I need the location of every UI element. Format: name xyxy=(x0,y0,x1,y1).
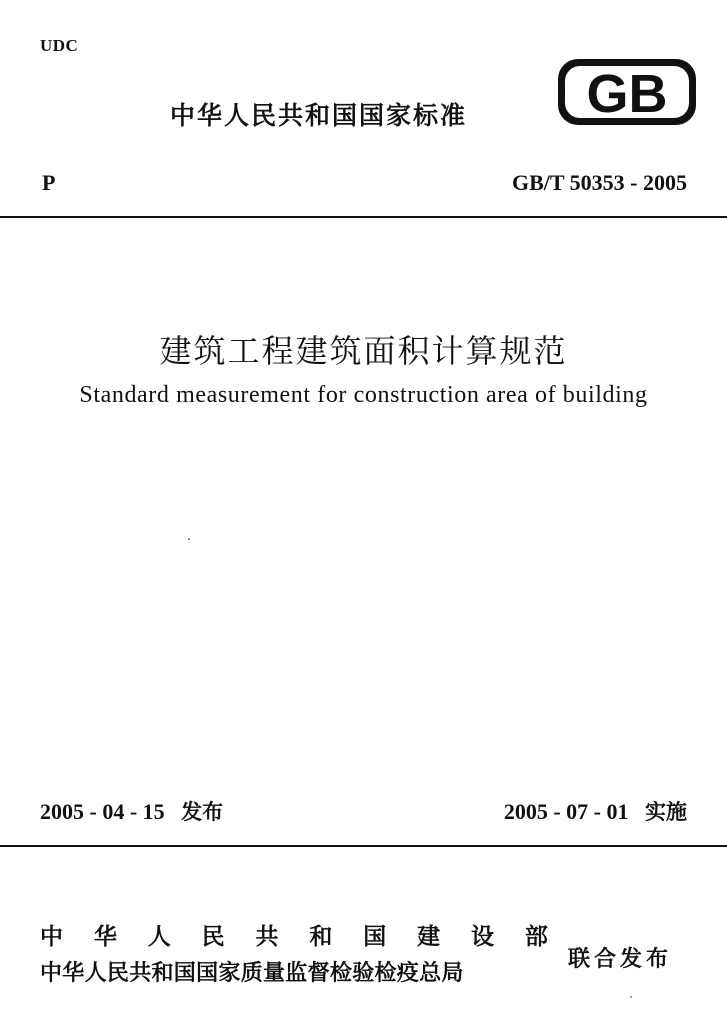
ministry-char: 民 xyxy=(201,924,225,950)
implement-date: 2005 - 07 - 01 xyxy=(503,799,629,824)
ministry-char: 华 xyxy=(93,924,117,950)
joint-publish-label: 联合发布 xyxy=(568,947,673,972)
ministry-char: 人 xyxy=(147,924,171,950)
category-code: P xyxy=(42,170,56,195)
national-standard-heading: 中华人民共和国国家标准 xyxy=(170,101,468,130)
ministry-char: 部 xyxy=(524,924,548,950)
standard-number: GB/T 50353 - 2005 xyxy=(511,170,687,195)
ministry-char: 建 xyxy=(417,924,441,950)
issue-date-line xyxy=(40,796,223,826)
ministry-char: 和 xyxy=(309,924,333,950)
implement-date-line xyxy=(504,796,687,826)
issue-label: 发布 xyxy=(181,800,224,824)
ministry-char: 中 xyxy=(40,924,63,950)
udc-label: UDC xyxy=(40,36,79,55)
implement-label: 实施 xyxy=(645,800,687,824)
ministry-char: 设 xyxy=(471,924,494,950)
gb-logo xyxy=(556,56,698,128)
title-english: Standard measurement for construction area of building xyxy=(79,382,648,408)
ministry-char: 国 xyxy=(363,924,387,950)
gb-logo-text: GB xyxy=(586,64,668,124)
publisher-ministry xyxy=(40,918,548,951)
speck xyxy=(188,538,190,540)
ministry-char: 共 xyxy=(255,924,279,950)
bottom-divider xyxy=(0,845,727,847)
top-divider xyxy=(0,216,727,218)
issue-date: 2005 - 04 - 15 xyxy=(40,799,165,824)
title-chinese: 建筑工程建筑面积计算规范 xyxy=(159,332,568,370)
speck xyxy=(630,996,632,998)
publisher-aqsiq: 中华人民共和国国家质量监督检验检疫总局 xyxy=(40,961,464,986)
